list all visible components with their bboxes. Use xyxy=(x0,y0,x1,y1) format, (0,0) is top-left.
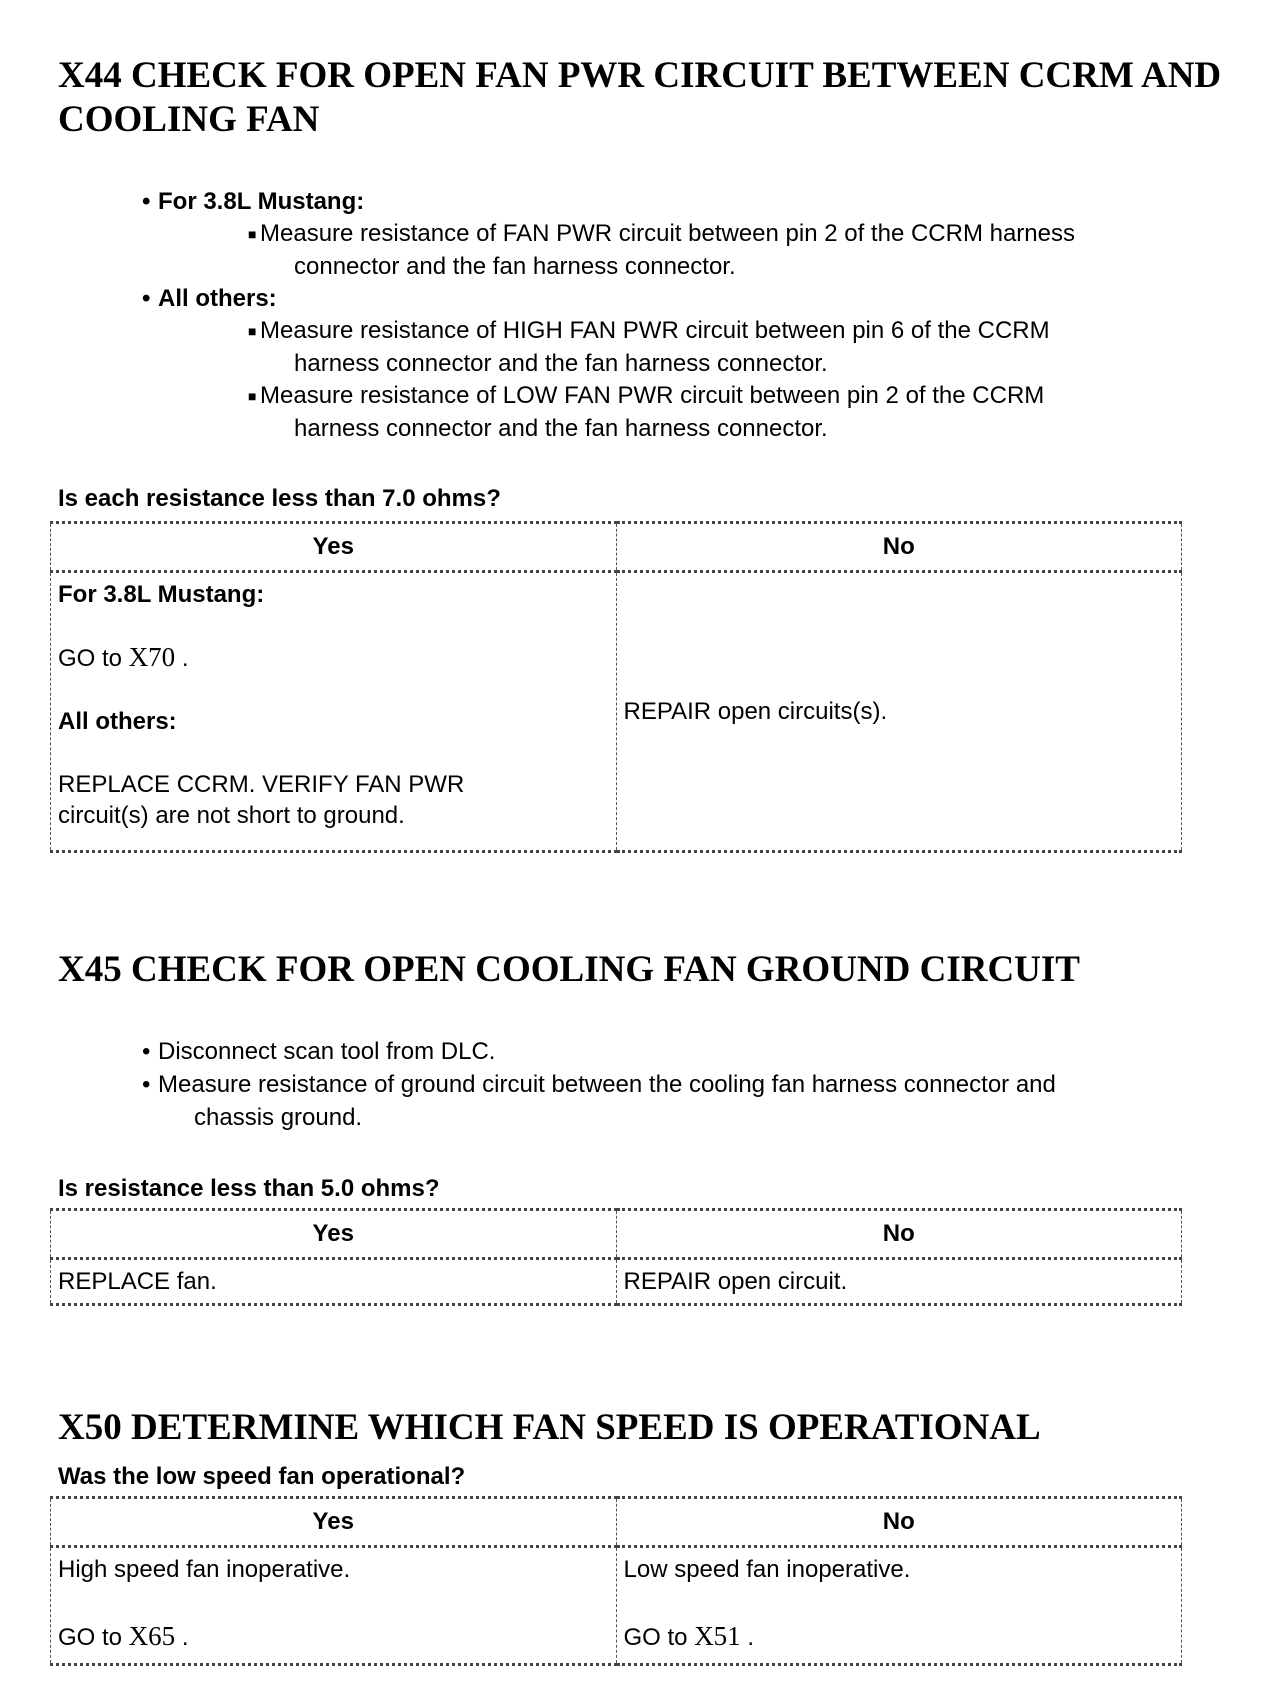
yes-cell: For 3.8L Mustang: GO to X70 . All others: REPLACE CCRM. VERIFY FAN PWR circuit(s) are not short to ground. xyxy=(51,572,617,852)
link-x70[interactable]: X70 xyxy=(128,642,176,672)
no-cell: REPAIR open circuit. xyxy=(616,1259,1182,1305)
question-x45: Is resistance less than 5.0 ohms? xyxy=(58,1175,440,1202)
sub-bullet: ■ Measure resistance of LOW FAN PWR circuit between pin 2 of the CCRM harness connector and the fan harness connector. xyxy=(248,382,1045,442)
yes-cell: REPLACE fan. xyxy=(51,1259,617,1305)
result-table-x45 xyxy=(50,1208,1182,1306)
yes-header: Yes xyxy=(51,523,617,572)
link-x51[interactable]: X51 xyxy=(694,1621,741,1651)
no-header: No xyxy=(616,523,1182,572)
no-cell: REPAIR open circuits(s). xyxy=(616,572,1182,852)
question-x44: Is each resistance less than 7.0 ohms? xyxy=(58,485,501,512)
section-title-x45: X45 CHECK FOR OPEN COOLING FAN GROUND CIRCUIT xyxy=(58,949,1080,990)
link-x65[interactable]: X65 xyxy=(128,1621,176,1651)
sub-bullet: ■ Measure resistance of HIGH FAN PWR circuit between pin 6 of the CCRM harness connector and the fan harness connector. xyxy=(248,317,1050,377)
yes-header: Yes xyxy=(51,1210,617,1259)
result-table-x44 xyxy=(50,521,1182,853)
bullet: • Disconnect scan tool from DLC. xyxy=(142,1038,496,1065)
question-x50: Was the low speed fan operational? xyxy=(58,1463,466,1490)
sub-bullet: ■ Measure resistance of FAN PWR circuit between pin 2 of the CCRM harness connector and the fan harness connector. xyxy=(248,220,1075,280)
bullet-all-others: • All others: xyxy=(142,285,277,312)
no-header: No xyxy=(616,1210,1182,1259)
result-table-x50 xyxy=(50,1496,1182,1666)
section-title-x50: X50 DETERMINE WHICH FAN SPEED IS OPERATIONAL xyxy=(58,1407,1041,1448)
no-cell: Low speed fan inoperative. GO to X51 . xyxy=(616,1547,1182,1665)
bullet: • Measure resistance of ground circuit between the cooling fan harness connector and chassis ground. xyxy=(142,1071,1056,1131)
go-to-x70: GO to X70 . xyxy=(58,642,189,672)
section-title-x44: X44 CHECK FOR OPEN FAN PWR CIRCUIT BETWEEN CCRM AND COOLING FAN xyxy=(58,55,1222,140)
no-header: No xyxy=(616,1498,1182,1547)
bullet-for-mustang: • For 3.8L Mustang: xyxy=(142,188,365,215)
yes-header: Yes xyxy=(51,1498,617,1547)
yes-cell: High speed fan inoperative. GO to X65 . xyxy=(51,1547,617,1665)
